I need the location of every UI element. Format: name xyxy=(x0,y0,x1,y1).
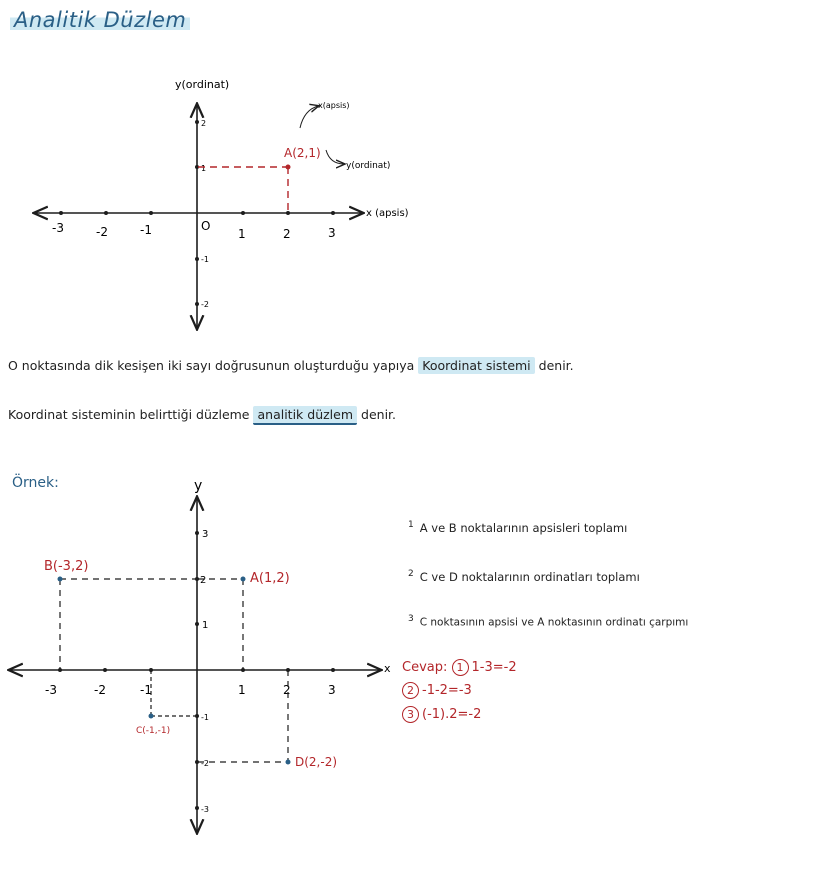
d2-y-tick: -2 xyxy=(201,759,209,768)
definition-highlight: Koordinat sistemi xyxy=(418,357,534,374)
d1-point-a-label: A(2,1) xyxy=(284,146,321,160)
d2-point-b-label: B(-3,2) xyxy=(44,559,89,574)
d1-annot-y: y(ordinat) xyxy=(346,161,391,171)
d1-origin: O xyxy=(201,219,211,233)
diagram-2 xyxy=(10,478,391,832)
d2-x-tick: -2 xyxy=(94,683,106,697)
d2-y-tick: -1 xyxy=(201,713,209,722)
answer-number: 3 xyxy=(402,706,419,723)
d2-x-tick: 1 xyxy=(238,683,246,697)
d2-y-tick: 3 xyxy=(202,529,209,540)
d2-point-c xyxy=(149,714,154,719)
question-number: 3 xyxy=(408,614,414,624)
d1-x-tick: 3 xyxy=(328,226,336,240)
question-text: C ve D noktalarının ordinatları toplamı xyxy=(419,569,640,584)
answer-line-3 xyxy=(402,706,481,723)
d2-y-axis-label: y xyxy=(194,478,203,494)
question-number: 2 xyxy=(408,569,414,579)
d2-point-d-label: D(2,-2) xyxy=(295,755,338,769)
example-label: Örnek: xyxy=(12,475,59,491)
d1-annot-arrow-y xyxy=(326,150,344,164)
d1-annot-arrow-x xyxy=(300,106,318,128)
d1-x-tick: 2 xyxy=(283,227,291,241)
definition-coordinate-system xyxy=(8,358,574,373)
page-title: Analitik Düzlem xyxy=(10,8,190,32)
d2-y-tick: 2 xyxy=(200,575,207,586)
d2-point-d xyxy=(286,760,291,765)
d1-annot-x: x(apsis) xyxy=(318,101,350,110)
answer-line-1 xyxy=(402,659,517,676)
diagram-1 xyxy=(35,78,409,328)
definition-text: denir. xyxy=(538,358,574,373)
d2-point-a xyxy=(241,577,246,582)
definition-text: Koordinat sisteminin belirttiği düzleme xyxy=(8,407,250,422)
question-text: A ve B noktalarının apsisleri toplamı xyxy=(419,520,628,535)
d1-x-tick: 1 xyxy=(238,227,246,241)
d2-y-tick: -3 xyxy=(201,805,209,814)
d2-point-a-label: A(1,2) xyxy=(250,571,290,586)
d2-x-tick: -1 xyxy=(140,683,152,697)
answer-number: 2 xyxy=(402,682,419,699)
answer-text: -1-2=-3 xyxy=(422,683,472,698)
answer-text: 1-3=-2 xyxy=(471,660,517,675)
d2-y-tick: 1 xyxy=(202,620,209,631)
question-item xyxy=(408,569,640,584)
d2-x-tick: -3 xyxy=(45,683,57,697)
question-item xyxy=(408,520,627,535)
d1-x-tick: -2 xyxy=(96,225,108,239)
d2-point-b xyxy=(58,577,63,582)
definition-text: denir. xyxy=(361,407,397,422)
question-number: 1 xyxy=(408,520,414,530)
d1-y-tick: 1 xyxy=(201,164,207,173)
question-text: C noktasının apsisi ve A noktasının ordinatı çarpımı xyxy=(419,616,689,629)
d1-x-tick: -3 xyxy=(52,221,64,235)
d1-x-axis-label: x (apsis) xyxy=(366,208,409,219)
definition-text: O noktasında dik kesişen iki sayı doğrusunun oluşturduğu yapıya xyxy=(8,358,415,373)
d1-y-axis-label: y(ordinat) xyxy=(175,78,230,91)
definition-analytic-plane xyxy=(8,407,396,422)
definition-highlight: analitik düzlem xyxy=(253,406,357,425)
d2-point-c-label: C(-1,-1) xyxy=(136,726,171,736)
answer-number: 1 xyxy=(452,659,469,676)
d1-y-tick: -1 xyxy=(201,255,209,264)
answer-line-2 xyxy=(402,682,472,699)
d1-y-tick: 2 xyxy=(201,119,207,128)
d1-point-a xyxy=(286,165,291,170)
answer-prefix: Cevap: xyxy=(402,660,448,675)
d2-x-axis-label: x xyxy=(384,662,391,675)
answer-text: (-1).2=-2 xyxy=(422,707,482,722)
d1-x-tick: -1 xyxy=(140,223,152,237)
d2-x-tick: 2 xyxy=(283,683,291,697)
d2-x-tick: 3 xyxy=(328,683,336,697)
question-item xyxy=(408,614,688,629)
d1-y-tick: -2 xyxy=(201,300,209,309)
